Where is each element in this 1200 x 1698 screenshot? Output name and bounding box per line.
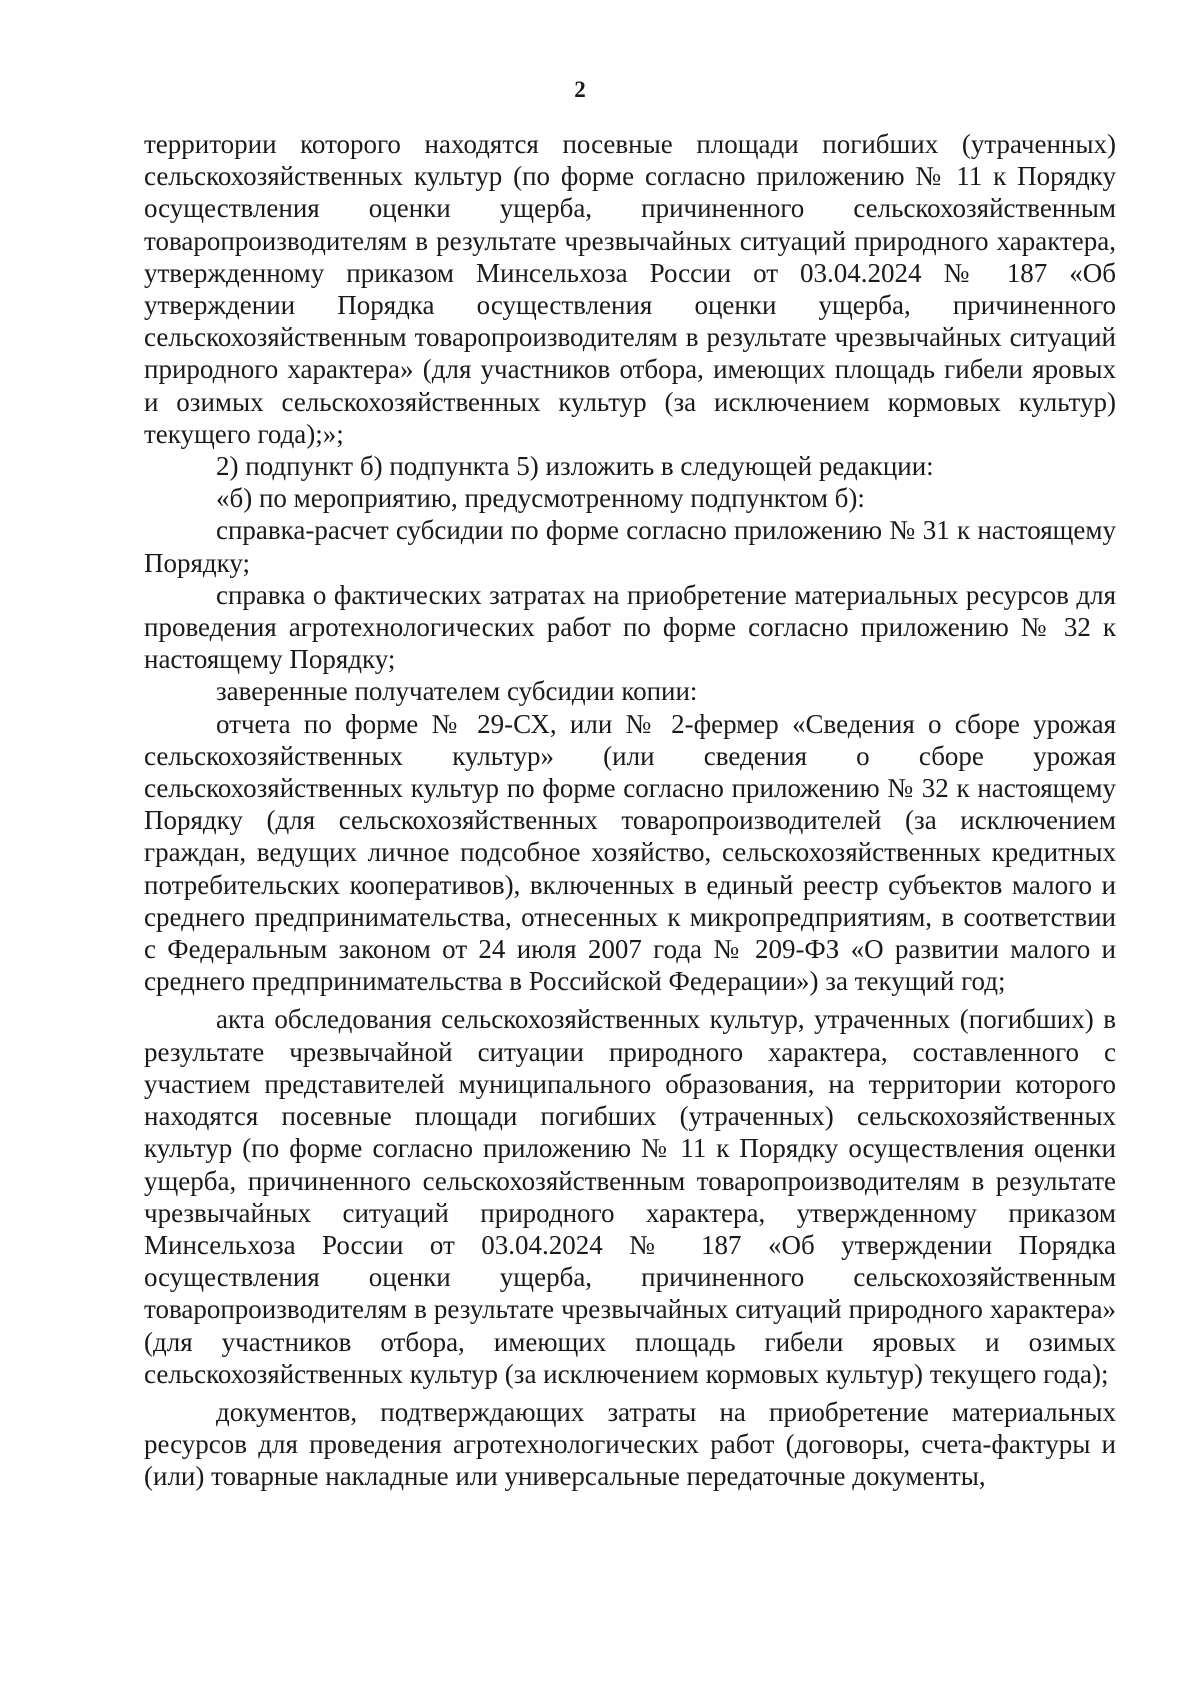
document-body [144, 128, 1116, 1493]
paragraph-certified-copies: заверенные получателем субсидии копии: [216, 676, 698, 707]
paragraph-amendment-2: 2) подпункт б) подпункта 5) изложить в следующей редакции: [216, 451, 934, 482]
page-number: 2 [574, 77, 586, 102]
paragraph-subitem-b: «б) по мероприятию, предусмотренному подпунктом б): [216, 483, 865, 514]
paragraph-inspection-act: акта обследования сельскохозяйственных культур, утраченных (погибших) в результате чрезвычайной ситуации природного характера, составленного с участием представителей муниципального образования, на территории которого находятся посевные площади погибших (утраченных) сельскохозяйственных культур (по форме согласно приложению № 11 к Порядку осуществления оценки ущерба, причиненного сельскохозяйственным товаропроизводителям в результате чрезвычайных ситуаций природного характера, утвержденному приказом Минсельхоза России от 03.04.2024 № 187 «Об утверждении Порядка осуществления оценки ущерба, причиненного сельскохозяйственным товаропроизводителям в результате чрезвычайных ситуаций природного характера» (для участников отбора, имеющих площадь гибели яровых и озимых сельскохозяйственных культур (за исключением кормовых культур) текущего года); [144, 1004, 1116, 1389]
paragraph-subsidy-calculation: справка-расчет субсидии по форме согласно приложению № 31 к настоящему Порядку; [144, 515, 1116, 578]
paragraph-continuation: территории которого находятся посевные площади погибших (утраченных) сельскохозяйственных культур (по форме согласно приложению № 11 к Порядку осуществления оценки ущерба, причиненного сельскохозяйственным товаропроизводителям в результате чрезвычайных ситуаций природного характера, утвержденному приказом Минсельхоза России от 03.04.2024 № 187 «Об утверждении Порядка осуществления оценки ущерба, причиненного сельскохозяйственным товаропроизводителям в результате чрезвычайных ситуаций природного характера» (для участников отбора, имеющих площадь гибели яровых и озимых сельскохозяйственных культур (за исключением кормовых культур) текущего года);»; [144, 129, 1116, 449]
paragraph-actual-costs: справка о фактических затратах на приобретение материальных ресурсов для проведения агротехнологических работ по форме согласно приложению № 32 к настоящему Порядку; [144, 579, 1116, 675]
paragraph-harvest-report: отчета по форме № 29-СХ, или № 2-фермер «Сведения о сборе урожая сельскохозяйственных культур» (или сведения о сборе урожая сельскохозяйственных культур по форме согласно приложению № 32 к настоящему Порядку (для сельскохозяйственных товаропроизводителей (за исключением граждан, ведущих личное подсобное хозяйство, сельскохозяйственных кредитных потребительских кооперативов), включенных в единый реестр субъектов малого и среднего предпринимательства, отнесенных к микропредприятиям, в соответствии с Федеральным законом от 24 июля 2007 года № 209-ФЗ «О развитии малого и среднего предпринимательства в Российской Федерации») за текущий год; [144, 708, 1116, 997]
paragraph-cost-documents: документов, подтверждающих затраты на приобретение материальных ресурсов для проведения агротехнологических работ (договоры, счета-фактуры и (или) товарные накладные или универсальные передаточные документы, [144, 1396, 1116, 1492]
